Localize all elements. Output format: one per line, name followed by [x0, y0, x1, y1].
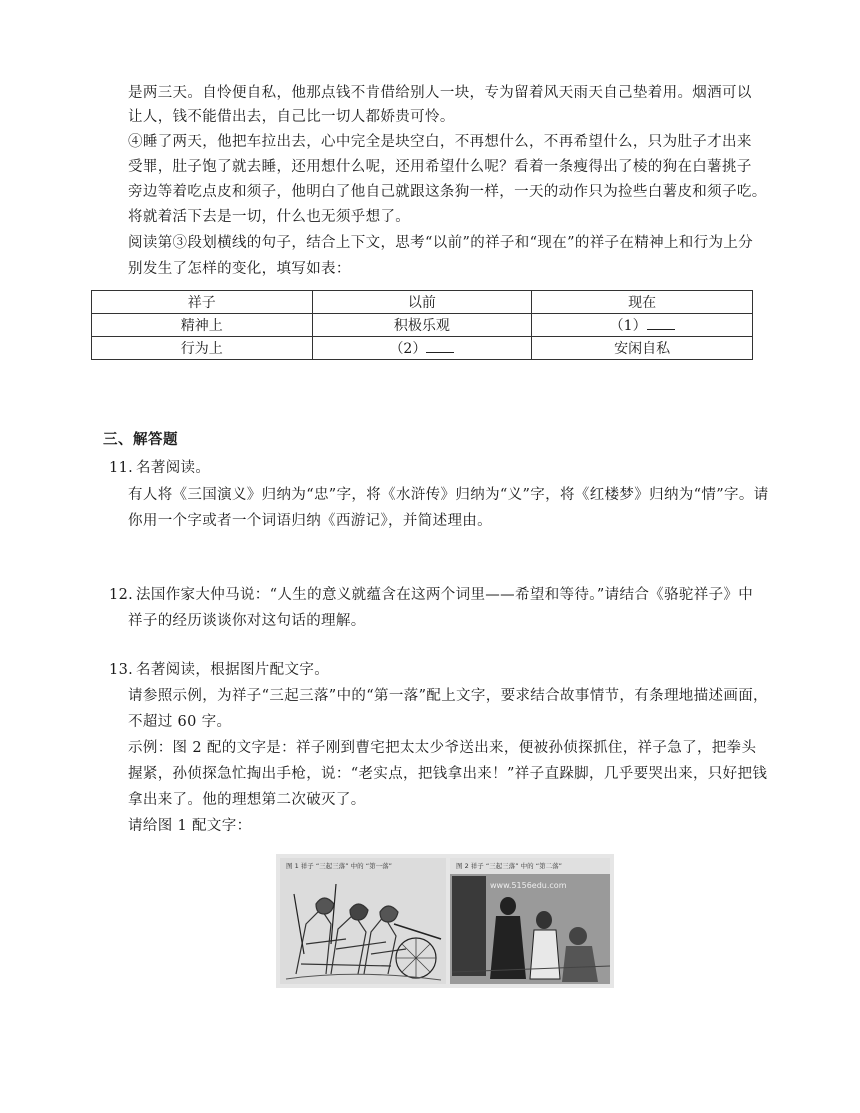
- passage-line: 让人，钱不能借出去，自己比一切人都娇贵可怜。: [128, 109, 455, 125]
- table-cell-blank[interactable]: [312, 337, 532, 360]
- table-cell: 安闲自私: [532, 337, 753, 360]
- question-text: 法国作家大仲马说：“人生的意义就蕴含在这两个词里——希望和等待。”请结合《骆驼祥子》中: [136, 587, 754, 603]
- question-number: 11.: [109, 460, 134, 476]
- answer-table: [91, 290, 753, 360]
- blank-label: （1）: [609, 318, 647, 334]
- passage-line: 将就着活下去是一切，什么也无须乎想了。: [128, 209, 411, 225]
- table-header-cell: 以前: [312, 291, 532, 314]
- question-text: 名著阅读，根据图片配文字。: [136, 662, 330, 678]
- answer-blank[interactable]: [426, 338, 454, 353]
- question-text: 有人将《三国演义》归纳为“忠”字，将《水浒传》归纳为“义”字，将《红楼梦》归纳为“情”字。请: [128, 487, 769, 503]
- question-prompt: 别发生了怎样的变化，填写如表：: [128, 261, 351, 277]
- question-prompt: 阅读第③段划横线的句子，结合上下文，思考“以前”的祥子和“现在”的祥子在精神上和行为上分: [128, 235, 754, 251]
- table-header-cell: 祥子: [92, 291, 313, 314]
- section-heading: 三、解答题: [103, 432, 178, 448]
- question-text: 请给图 1 配文字：: [128, 818, 252, 834]
- question-number: 13.: [109, 662, 134, 678]
- table-cell: 积极乐观: [312, 314, 532, 337]
- blank-label: （2）: [389, 341, 427, 357]
- question-text: 你用一个字或者一个词语归纳《西游记》，并简述理由。: [128, 513, 492, 529]
- table-cell-blank[interactable]: [532, 314, 753, 337]
- illustration-figure: [276, 854, 614, 988]
- passage-paragraph-4: ④睡了两天，他把车拉出去，心中完全是块空白，不再想什么，不再希望什么，只为肚子才出来: [128, 134, 752, 150]
- example-text: 拿出来了。他的理想第二次破灭了。: [128, 792, 366, 808]
- table-header-cell: 现在: [532, 291, 753, 314]
- table-cell: 精神上: [92, 314, 313, 337]
- table-cell: 行为上: [92, 337, 313, 360]
- question-number: 12.: [109, 587, 134, 603]
- question-text: 祥子的经历谈谈你对这句话的理解。: [128, 613, 366, 629]
- watermark: www.5156edu.com: [490, 881, 567, 890]
- answer-blank[interactable]: [647, 315, 675, 330]
- question-text: 名著阅读。: [136, 460, 211, 476]
- figure-2-panel: [450, 858, 610, 984]
- passage-line: 是两三天。自怜便自私，他那点钱不肯借给别人一块，专为留着风天雨天自己垫着用。烟酒可以: [128, 85, 752, 101]
- example-text: 示例：图 2 配的文字是：祥子刚到曹宅把太太少爷送出来，便被孙侦探抓住，祥子急了，把拳头: [128, 740, 757, 756]
- figure-1-panel: [280, 858, 446, 984]
- question-text: 请参照示例，为祥子“三起三落”中的“第一落”配上文字，要求结合故事情节，有条理地描述画面，: [128, 688, 768, 704]
- passage-line: 受罪，肚子饱了就去睡，还用想什么呢，还用希望什么呢？看着一条瘦得出了棱的狗在白薯挑子: [128, 159, 752, 175]
- table-header-row: [92, 291, 753, 314]
- table-row: [92, 314, 753, 337]
- example-text: 握紧，孙侦探急忙掏出手枪，说：“老实点，把钱拿出来！”祥子直跺脚，几乎要哭出来，只好把钱: [128, 766, 768, 782]
- table-row: [92, 337, 753, 360]
- figure-2-caption: 图 2 祥子 “三起三落” 中的 “第二落”: [456, 862, 562, 870]
- figure-1-caption: 图 1 祥子 “三起三落” 中的 “第一落”: [286, 862, 392, 870]
- passage-line: 旁边等着吃点皮和须子，他明白了他自己就跟这条狗一样，一天的动作只为捡些白薯皮和须子吃。: [128, 184, 767, 200]
- question-text: 不超过 60 字。: [128, 714, 232, 730]
